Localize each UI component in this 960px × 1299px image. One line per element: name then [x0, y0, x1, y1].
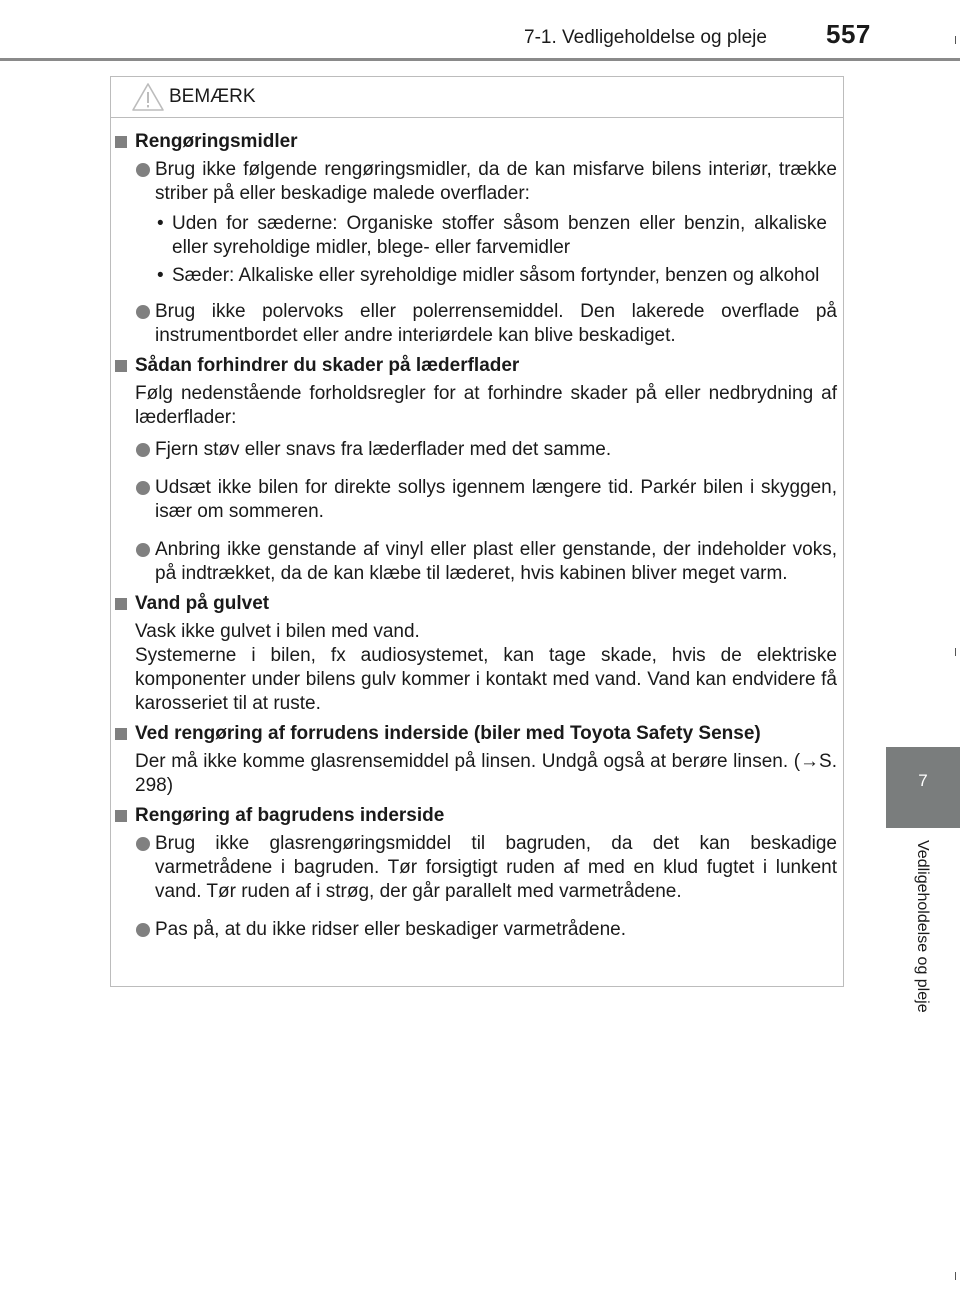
list-item [115, 300, 837, 348]
page-number: 557 [826, 19, 871, 49]
section-title [115, 130, 837, 154]
section-title [115, 592, 837, 616]
list-item [115, 476, 837, 524]
list-item [115, 438, 837, 462]
list-item-text: Brug ikke følgende rengøringsmidler, da de kan misfarve bilens interiør, trække striber på eller beskadige malede overflader: [155, 159, 837, 204]
list-item-text: Fjern støv eller snavs fra læderflader med det samme. [155, 439, 612, 460]
crop-mark-top [955, 36, 956, 44]
sub-list-item [115, 212, 837, 260]
round-bullet-icon [136, 837, 150, 851]
notice-content [115, 130, 837, 948]
list-item [115, 538, 837, 586]
chapter-label: Vedligeholdelse og pleje [914, 840, 931, 1013]
list-item [115, 918, 837, 942]
round-bullet-icon [136, 543, 150, 557]
round-bullet-icon [136, 923, 150, 937]
list-item-text: Brug ikke polervoks eller polerrensemiddel. Den lakerede overflade på instrumentbordet eller andre interiørdele kan blive beskadiget. [155, 301, 837, 346]
square-bullet-icon [115, 810, 127, 822]
round-bullet-icon [136, 305, 150, 319]
section-title-text: Rengøring af bagrudens inderside [135, 805, 445, 826]
section-windshield [115, 722, 837, 798]
list-item-text: Brug ikke glasrengøringsmiddel til bagruden, da det kan beskadige varmetrådene i bagruden. Tør forsigtigt ruden af med en klud fugtet i lunkent vand. Tør ruden af i strøg, der går parallelt med varmetrådene. [155, 833, 837, 902]
list-item [115, 832, 837, 904]
square-bullet-icon [115, 598, 127, 610]
square-bullet-icon [115, 728, 127, 740]
list-item-text: Pas på, at du ikke ridser eller beskadiger varmetrådene. [155, 919, 627, 940]
section-rear-window [115, 804, 837, 942]
square-bullet-icon [115, 360, 127, 372]
section-title-text: Vand på gulvet [135, 593, 270, 614]
section-cleaning-agents [115, 130, 837, 348]
paragraph: Vask ikke gulvet i bilen med vand. [135, 621, 420, 642]
section-title-text: Sådan forhindrer du skader på læderflader [135, 355, 520, 376]
section-title-text: Rengøringsmidler [135, 131, 298, 152]
chapter-tab [886, 747, 960, 828]
paragraph: Følg nedenstående forholdsregler for at forhindre skader på eller nedbrydning af læderflader: [135, 383, 837, 428]
section-title-text: Ved rengøring af forrudens inderside (biler med Toyota Safety Sense) [135, 723, 761, 744]
round-bullet-icon [136, 163, 150, 177]
page-reference-link[interactable]: S. 298) [135, 751, 837, 796]
notice-header [111, 77, 843, 118]
crop-mark-mid [955, 648, 956, 656]
paragraph [115, 750, 837, 798]
running-header: 7-1. Vedligeholdelse og pleje [524, 27, 767, 48]
list-item [115, 158, 837, 206]
list-item-text: Anbring ikke genstande af vinyl eller plast eller genstande, der indeholder voks, på indtrækket, da de kan klæbe til læderet, hvis kabinen bliver meget varm. [155, 539, 837, 584]
header-rule [0, 58, 960, 61]
section-title [115, 804, 837, 828]
paragraph: Systemerne i bilen, fx audiosystemet, kan tage skade, hvis de elektriske komponenter under bilens gulv kommer i kontakt med vand. Vand kan endvidere få karosseriet til at ruste. [135, 645, 837, 714]
sub-list-item-text: Sæder: Alkaliske eller syreholdige midler såsom fortynder, benzen og alkohol [172, 265, 820, 286]
section-water-floor [115, 592, 837, 716]
section-title [115, 354, 837, 378]
small-dot-icon: • [157, 213, 164, 234]
chapter-number: 7 [918, 771, 928, 790]
sub-list-item-text: Uden for sæderne: Organiske stoffer såsom benzen eller benzin, alkaliske eller syreholdige midler, blege- eller farvemidler [172, 213, 827, 258]
warning-triangle-icon [131, 82, 165, 112]
round-bullet-icon [136, 443, 150, 457]
arrow-right-icon: → [800, 751, 820, 772]
paragraph-text: Der må ikke komme glasrensemiddel på linsen. Undgå også at berøre linsen. ( [135, 751, 801, 772]
notice-title: BEMÆRK [169, 86, 256, 107]
square-bullet-icon [115, 136, 127, 148]
section-leather [115, 354, 837, 586]
small-dot-icon: • [157, 265, 164, 286]
crop-mark-bottom [955, 1272, 956, 1280]
round-bullet-icon [136, 481, 150, 495]
sub-list-item [115, 264, 837, 288]
section-title [115, 722, 837, 746]
list-item-text: Udsæt ikke bilen for direkte sollys igennem længere tid. Parkér bilen i skyggen, især om sommeren. [155, 477, 837, 522]
